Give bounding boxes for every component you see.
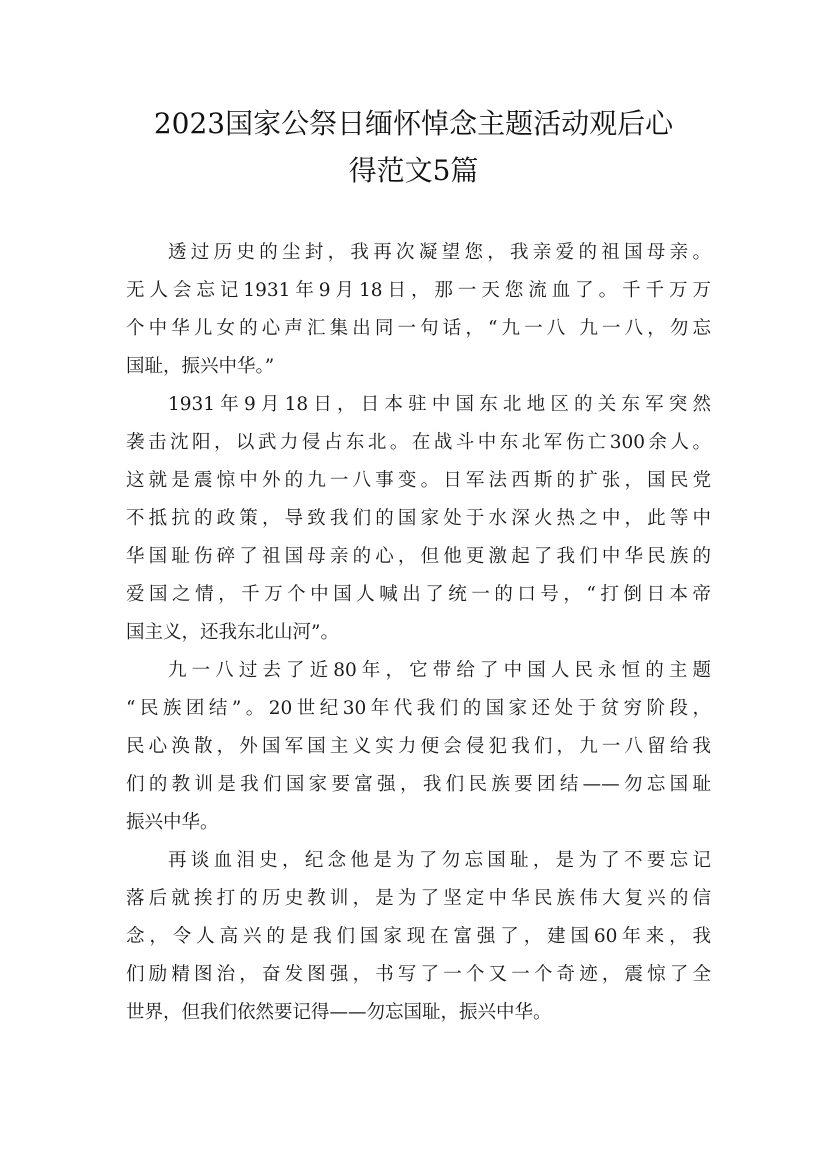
text-line: 华国耻伤碎了祖国母亲的心，但他更激起了我们中华民族的 xyxy=(126,546,711,567)
text-line: 个中华儿女的心声汇集出同一句话，“九一八 九一八，勿忘 xyxy=(126,318,711,339)
text-line: 们励精图治，奋发图强，书写了一个又一个奇迹，震惊了全 xyxy=(126,964,711,985)
paragraph-4 xyxy=(126,842,711,1032)
text-line: 们的教训是我们国家要富强，我们民族要团结——勿忘国耻 xyxy=(126,774,711,795)
text-line: 这就是震惊中外的九一八事变。日军法西斯的扩张，国民党 xyxy=(126,470,711,491)
text-line: 国耻，振兴中华。” xyxy=(126,356,275,377)
text-line: 爱国之情，千万个中国人喊出了统一的口号，“打倒日本帝 xyxy=(126,584,711,605)
text-line: 透过历史的尘封，我再次凝望您，我亲爱的祖国母亲。 xyxy=(168,242,711,263)
paragraph-2 xyxy=(126,386,711,652)
text-line: 九一八过去了近80年，它带给了中国人民永恒的主题 xyxy=(168,660,711,681)
document-title xyxy=(100,100,727,194)
title-line: 得范文5篇 xyxy=(348,154,479,187)
text-line: 世界，但我们依然要记得——勿忘国耻，振兴中华。 xyxy=(126,1002,552,1023)
text-line: 再谈血泪史，纪念他是为了勿忘国耻，是为了不要忘记 xyxy=(168,850,711,871)
text-line: 落后就挨打的历史教训，是为了坚定中华民族伟大复兴的信 xyxy=(126,888,711,909)
text-line: 不抵抗的政策，导致我们的国家处于水深火热之中，此等中 xyxy=(126,508,711,529)
text-line: 无人会忘记1931年9月18日，那一天您流血了。千千万万 xyxy=(126,280,711,301)
title-line: 2023国家公祭日缅怀悼念主题活动观后心 xyxy=(153,107,674,140)
paragraph-3 xyxy=(126,652,711,842)
text-line: 民心涣散，外国军国主义实力便会侵犯我们，九一八留给我 xyxy=(126,736,711,757)
text-line: “民族团结”。20世纪30年代我们的国家还处于贫穷阶段， xyxy=(126,698,711,719)
paragraph-1 xyxy=(126,234,711,386)
text-line: 1931年9月18日，日本驻中国东北地区的关东军突然 xyxy=(168,394,711,415)
text-line: 袭击沈阳，以武力侵占东北。在战斗中东北军伤亡300余人。 xyxy=(126,432,711,453)
text-line: 念，令人高兴的是我们国家现在富强了，建国60年来，我 xyxy=(126,926,711,947)
text-line: 振兴中华。 xyxy=(126,812,219,833)
text-line: 国主义，还我东北山河”。 xyxy=(126,622,339,643)
document-body xyxy=(126,234,711,1032)
